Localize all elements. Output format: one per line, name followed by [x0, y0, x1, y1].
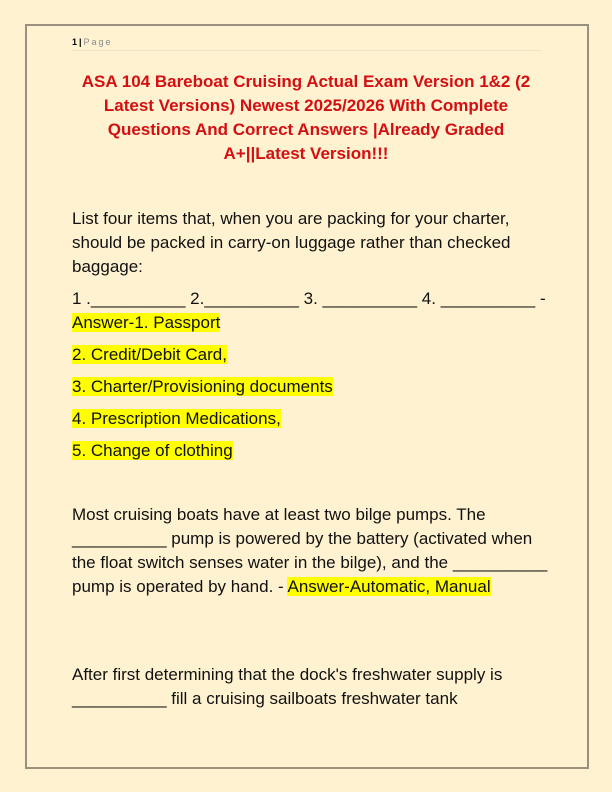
answer-item: 5. Change of clothing	[72, 441, 233, 460]
answer-item: 3. Charter/Provisioning documents	[72, 377, 333, 396]
answer-item: 2. Credit/Debit Card,	[72, 345, 227, 364]
question-3	[72, 663, 552, 711]
page-separator: |	[79, 37, 82, 47]
answer-highlight: Answer-1. Passport	[72, 313, 221, 332]
question-text: Most cruising boats have at least two bilge pumps. The __________ pump is powered by the battery (activated when the float switch senses water in the bilge), and the __________ pump is operated by hand. -	[72, 505, 548, 596]
document-title: ASA 104 Bareboat Cruising Actual Exam Version 1&2 (2 Latest Versions) Newest 2025/2026 With Complete Questions And Correct Answers |Already Graded A+||Latest Version!!!	[81, 72, 531, 163]
blanks: 1 .__________ 2.__________ 3. __________ 4. __________ -	[72, 289, 546, 308]
question-text: List four items that, when you are packing for your charter, should be packed in carry-on luggage rather than checked baggage:	[72, 209, 511, 276]
answer-line	[72, 287, 552, 335]
question-1	[72, 207, 552, 463]
question-text: After first determining that the dock's freshwater supply is __________ fill a cruising sailboats freshwater tank	[72, 665, 503, 708]
answer-item: 4. Prescription Medications,	[72, 409, 281, 428]
page-number: 1	[72, 37, 78, 47]
answer-highlight: Answer-Automatic, Manual	[287, 577, 491, 596]
page-label: Page	[83, 37, 113, 47]
question-2	[72, 503, 552, 599]
page-header	[72, 37, 542, 51]
